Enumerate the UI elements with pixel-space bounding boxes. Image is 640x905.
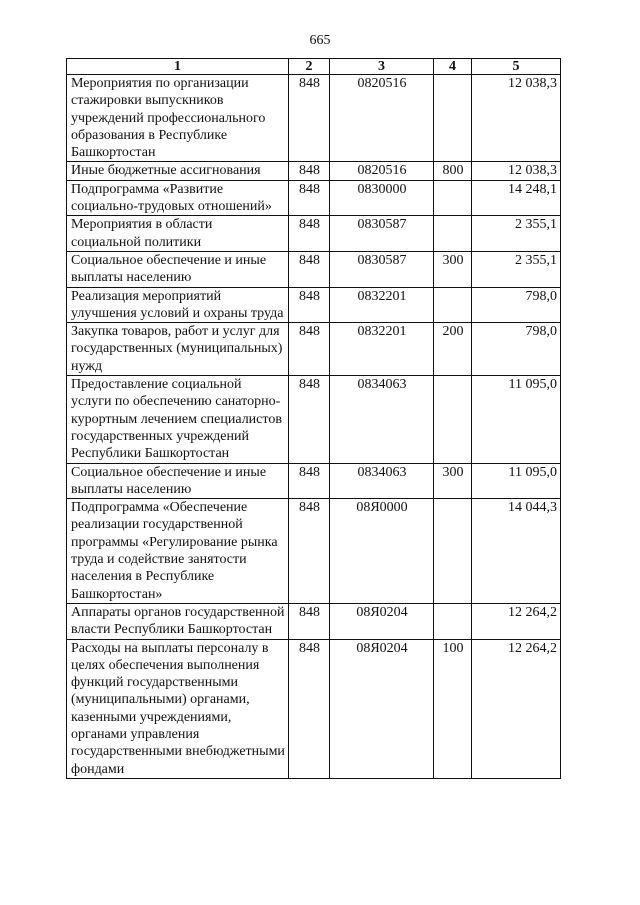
row-amount: 798,0: [472, 287, 561, 323]
row-amount: 798,0: [472, 323, 561, 376]
table-row: [67, 287, 561, 323]
row-amount: 12 264,2: [472, 639, 561, 778]
row-amount: 12 038,3: [472, 75, 561, 162]
row-type: 100: [434, 639, 472, 778]
row-code: 848: [289, 463, 330, 499]
row-type: [434, 499, 472, 604]
row-amount: 11 095,0: [472, 463, 561, 499]
row-name: Иные бюджетные ассигнования: [67, 162, 289, 180]
row-type: [434, 603, 472, 639]
column-header-5: 5: [472, 59, 561, 75]
row-name: Мероприятия по организации стажировки выпускников учреждений профессионального образования в Республике Башкортостан: [67, 75, 289, 162]
column-header-1: 1: [67, 59, 289, 75]
column-header-4: 4: [434, 59, 472, 75]
row-code: 848: [289, 180, 330, 216]
row-code: 848: [289, 603, 330, 639]
row-section: 08Я0204: [330, 603, 434, 639]
row-amount: 12 264,2: [472, 603, 561, 639]
budget-table: [66, 58, 561, 779]
row-section: 0830587: [330, 216, 434, 252]
row-code: 848: [289, 251, 330, 287]
row-code: 848: [289, 376, 330, 463]
table-row: [67, 639, 561, 778]
row-amount: 11 095,0: [472, 376, 561, 463]
table-row: [67, 216, 561, 252]
row-name: Предоставление социальной услуги по обеспечению санаторно-курортным лечением специалистов государственных учреждений Республики Башкортостан: [67, 376, 289, 463]
table-row: [67, 251, 561, 287]
table-row: [67, 323, 561, 376]
row-name: Подпрограмма «Развитие социально-трудовых отношений»: [67, 180, 289, 216]
row-name: Мероприятия в области социальной политики: [67, 216, 289, 252]
row-section: 0832201: [330, 287, 434, 323]
table-row: [67, 376, 561, 463]
table-row: [67, 499, 561, 604]
row-name: Социальное обеспечение и иные выплаты населению: [67, 463, 289, 499]
row-code: 848: [289, 499, 330, 604]
row-type: [434, 75, 472, 162]
row-type: [434, 376, 472, 463]
table-row: [67, 162, 561, 180]
row-section: 0834063: [330, 463, 434, 499]
row-type: [434, 216, 472, 252]
row-amount: 12 038,3: [472, 162, 561, 180]
row-code: 848: [289, 323, 330, 376]
row-code: 848: [289, 216, 330, 252]
row-code: 848: [289, 639, 330, 778]
row-section: 0820516: [330, 75, 434, 162]
row-section: 0834063: [330, 376, 434, 463]
row-type: 300: [434, 251, 472, 287]
row-amount: 14 248,1: [472, 180, 561, 216]
row-type: 200: [434, 323, 472, 376]
table-row: [67, 75, 561, 162]
row-amount: 2 355,1: [472, 251, 561, 287]
row-name: Социальное обеспечение и иные выплаты населению: [67, 251, 289, 287]
row-section: 08Я0204: [330, 639, 434, 778]
row-name: Аппараты органов государственной власти Республики Башкортостан: [67, 603, 289, 639]
row-name: Подпрограмма «Обеспечение реализации государственной программы «Регулирование рынка труда и содействие занятости населения в Республике Башкортостан»: [67, 499, 289, 604]
row-code: 848: [289, 287, 330, 323]
row-type: 800: [434, 162, 472, 180]
row-section: 0832201: [330, 323, 434, 376]
row-section: 08Я0000: [330, 499, 434, 604]
table-header-row: [67, 59, 561, 75]
table-row: [67, 463, 561, 499]
row-amount: 14 044,3: [472, 499, 561, 604]
row-name: Закупка товаров, работ и услуг для государственных (муниципальных) нужд: [67, 323, 289, 376]
page-number: 665: [309, 33, 331, 48]
row-section: 0820516: [330, 162, 434, 180]
row-amount: 2 355,1: [472, 216, 561, 252]
column-header-2: 2: [289, 59, 330, 75]
table-row: [67, 603, 561, 639]
row-code: 848: [289, 162, 330, 180]
row-name: Расходы на выплаты персоналу в целях обеспечения выполнения функций государственными (муниципальными) органами, казенными учреждениями, органами управления государственными внебюджетными фондами: [67, 639, 289, 778]
row-type: [434, 287, 472, 323]
row-type: 300: [434, 463, 472, 499]
row-section: 0830587: [330, 251, 434, 287]
row-section: 0830000: [330, 180, 434, 216]
column-header-3: 3: [330, 59, 434, 75]
row-type: [434, 180, 472, 216]
table-row: [67, 180, 561, 216]
row-code: 848: [289, 75, 330, 162]
row-name: Реализация мероприятий улучшения условий и охраны труда: [67, 287, 289, 323]
